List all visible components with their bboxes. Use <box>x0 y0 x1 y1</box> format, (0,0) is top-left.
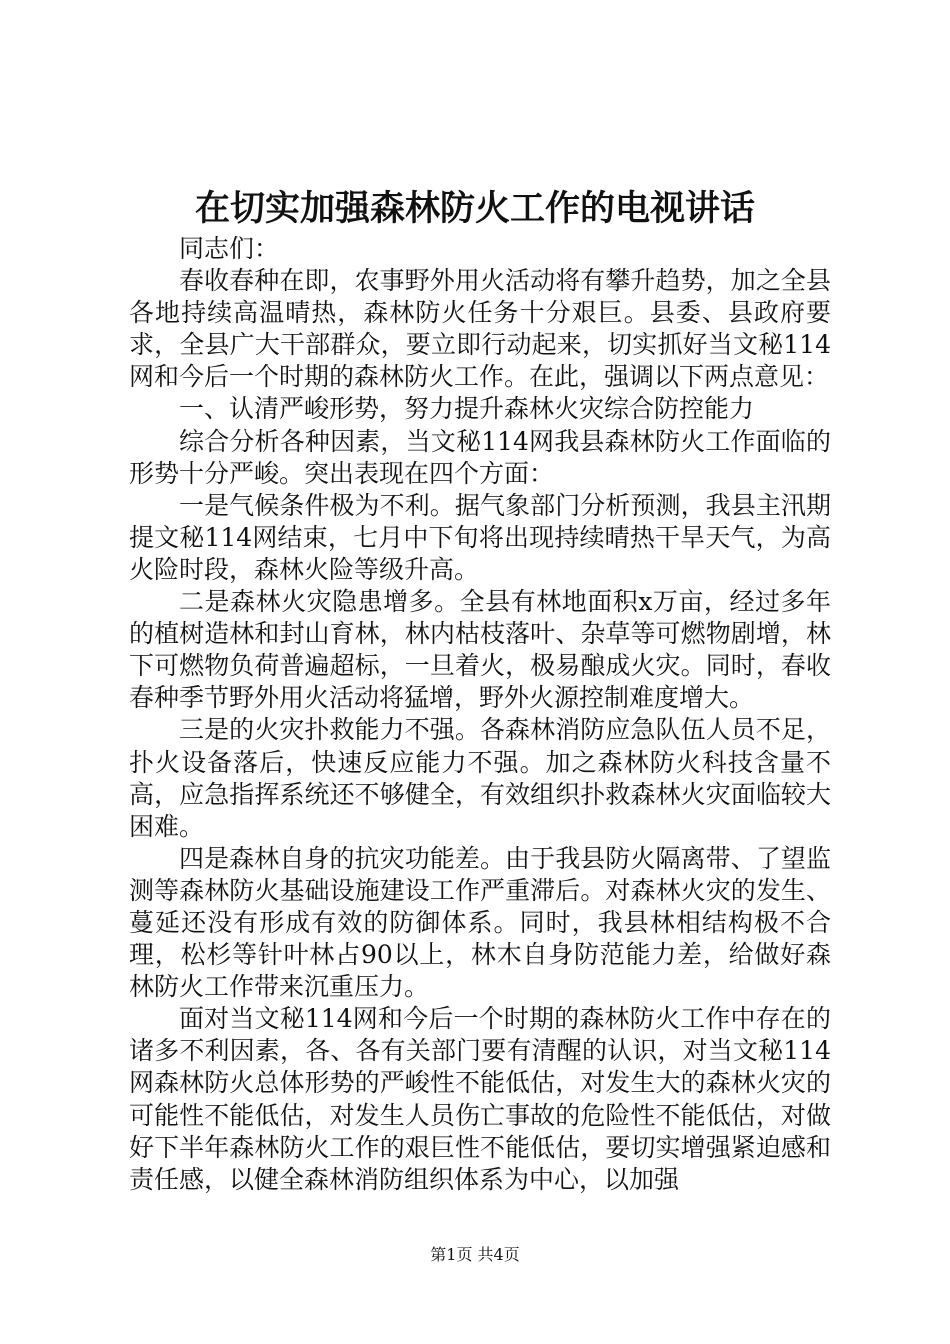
paragraph: 四是森林自身的抗灾功能差。由于我县防火隔离带、了望监测等森林防火基础设施建设工作严重滞后。对森林火灾的发生、蔓延还没有形成有效的防御体系。同时，我县林相结构极不合理，松杉等针叶林占90以上，林木自身防范能力差，给做好森林防火工作带来沉重压力。 <box>129 843 831 1002</box>
paragraph: 三是的火灾扑救能力不强。各森林消防应急队伍人员不足，扑火设备落后，快速反应能力不强。加之森林防火科技含量不高，应急指挥系统还不够健全，有效组织扑救森林火灾面临较大困难。 <box>129 715 831 841</box>
document-title: 在切实加强森林防火工作的电视讲话 <box>194 188 755 229</box>
paragraph: 综合分析各种因素，当文秘114网我县森林防火工作面临的形势十分严峻。突出表现在四个方面： <box>129 426 831 488</box>
paragraph: 春收春种在即，农事野外用火活动将有攀升趋势，加之全县各地持续高温晴热，森林防火任务十分艰巨。县委、县政府要求，全县广大干部群众，要立即行动起来，切实抓好当文秘114网和今后一个时期的森林防火工作。在此，强调以下两点意见： <box>129 266 831 392</box>
document-body <box>129 233 831 1196</box>
paragraph: 面对当文秘114网和今后一个时期的森林防火工作中存在的诸多不利因素，各、各有关部门要有清醒的认识，对当文秘114网森林防火总体形势的严峻性不能低估，对发生大的森林火灾的可能性不能低估，对发生人员伤亡事故的危险性不能低估，对做好下半年森林防火工作的艰巨性不能低估，要切实增强紧迫感和责任感，以健全森林消防组织体系为中心，以加强 <box>129 1004 831 1194</box>
section-heading: 一、认清严峻形势，努力提升森林火灾综合防控能力 <box>179 394 755 424</box>
page-footer: 第1页 共4页 <box>430 1245 520 1264</box>
paragraph: 一是气候条件极为不利。据气象部门分析预测，我县主汛期提文秘114网结束，七月中下旬将出现持续晴热干旱天气，为高火险时段，森林火险等级升高。 <box>129 490 831 584</box>
paragraph: 二是森林火灾隐患增多。全县有林地面积x万亩，经过多年的植树造林和封山育林，林内枯枝落叶、杂草等可燃物剧增，林下可燃物负荷普遍超标，一旦着火，极易酿成火灾。同时，春收春种季节野外用火活动将猛增，野外火源控制难度增大。 <box>129 587 831 713</box>
salutation: 同志们： <box>179 234 280 263</box>
